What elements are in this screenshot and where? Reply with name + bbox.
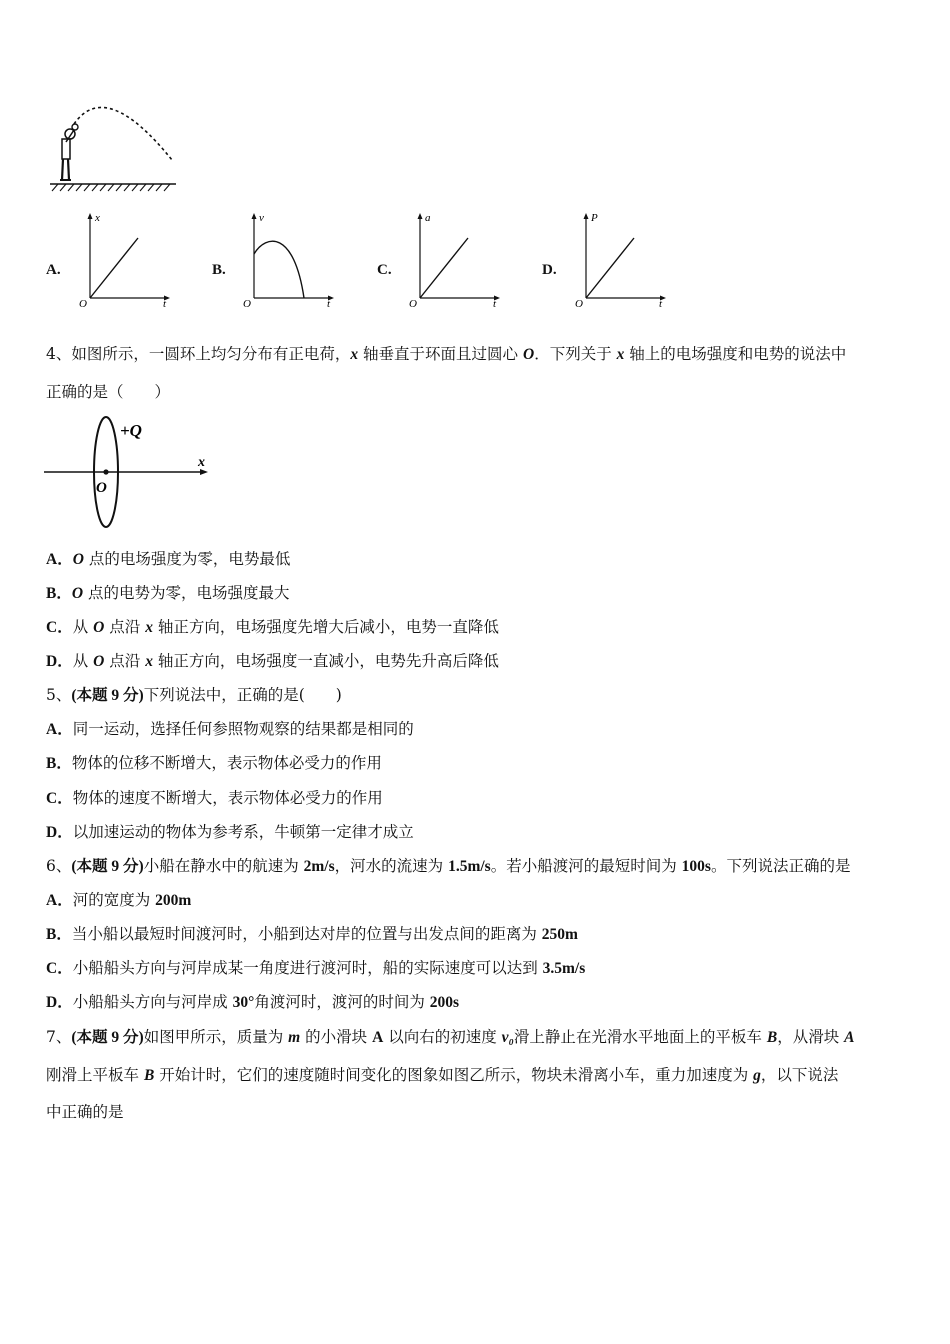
- charge-label: +Q: [120, 421, 142, 440]
- q6-option-d[interactable]: D．小船船头方向与河岸成 30°角渡河时，渡河的时间为 200s: [46, 993, 460, 1011]
- graph-curve: [90, 238, 138, 298]
- axis-x-label: t: [163, 298, 167, 308]
- q4-option-a[interactable]: A．O 点的电场强度为零，电势最低: [46, 550, 291, 568]
- origin-label: O: [409, 298, 417, 308]
- q3-graph-d[interactable]: [572, 208, 672, 308]
- q4-option-c[interactable]: C．从 O 点沿 x 轴正方向，电场强度先增大后减小，电势一直降低: [46, 618, 499, 636]
- ring-figure: [42, 416, 214, 532]
- q5-option-a[interactable]: A．同一运动，选择任何参照物观察的结果都是相同的: [46, 720, 414, 738]
- q6-option-b[interactable]: B．当小船以最短时间渡河时，小船到达对岸的位置与出发点间的距离为 250m: [46, 925, 578, 943]
- q4-stem-line2: 正确的是（ ）: [46, 383, 171, 401]
- axis-y-label: v: [259, 212, 264, 224]
- q6-option-c[interactable]: C．小船船头方向与河岸成某一角度进行渡河时，船的实际速度可以达到 3.5m/s: [46, 959, 586, 977]
- q6-option-a[interactable]: A．河的宽度为 200m: [46, 891, 192, 909]
- axis-label-x: x: [198, 455, 205, 470]
- q4-option-b[interactable]: B．O 点的电势为零，电场强度最大: [46, 584, 290, 602]
- q7-stem-line3: 中正确的是: [46, 1103, 124, 1121]
- graph-curve: [420, 238, 468, 298]
- q7-stem-line1: 7、(本题 9 分)如图甲所示，质量为 m 的小滑块 A 以向右的初速度 v₀滑上静止在光滑水平地面上的平板车 B，从滑块 A: [46, 1028, 855, 1046]
- q6-stem: 6、(本题 9 分)小船在静水中的航速为 2m/s，河水的流速为 1.5m/s。若小船渡河的最短时间为 100s。下列说法正确的是: [46, 857, 851, 875]
- q3-graph-c[interactable]: [406, 208, 506, 308]
- origin-label: O: [243, 298, 251, 308]
- graph-curve: [586, 238, 634, 298]
- q4-stem-line1: 4、如图所示，一圆环上均匀分布有正电荷，x 轴垂直于环面且过圆心 O．下列关于 x 轴上的电场强度和电势的说法中: [46, 345, 847, 363]
- q4-option-d[interactable]: D．从 O 点沿 x 轴正方向，电场强度一直减小，电势先升高后降低: [46, 652, 499, 670]
- center-point: [103, 469, 108, 474]
- q3-option-a-letter[interactable]: A.: [46, 262, 61, 278]
- q5-option-d[interactable]: D．以加速运动的物体为参考系，牛顿第一定律才成立: [46, 823, 414, 841]
- origin-label: O: [79, 298, 87, 308]
- axis-y-label: P: [591, 212, 598, 224]
- axis-y-label: a: [425, 212, 431, 224]
- q3-option-c-letter[interactable]: C.: [377, 262, 392, 278]
- q5-option-b[interactable]: B．物体的位移不断增大，表示物体必受力的作用: [46, 754, 382, 772]
- axis-x-label: t: [659, 298, 663, 308]
- q5-stem: 5、(本题 9 分)下列说法中，正确的是( ): [46, 686, 342, 704]
- axis-x-label: t: [493, 298, 497, 308]
- q3-option-b-letter[interactable]: B.: [212, 262, 226, 278]
- trajectory-dashed: [74, 107, 172, 160]
- q3-option-d-letter[interactable]: D.: [542, 262, 557, 278]
- throw-figure: [44, 94, 180, 192]
- q7-stem-line2: 刚滑上平板车 B 开始计时，它们的速度随时间变化的图象如图乙所示，物块未滑离小车，重力加速度为 g，以下说法: [46, 1066, 839, 1084]
- center-label-o: O: [96, 480, 107, 496]
- axis-y-label: x: [95, 212, 100, 224]
- q3-graph-b[interactable]: [240, 208, 340, 308]
- origin-label: O: [575, 298, 583, 308]
- q3-graph-a[interactable]: [76, 208, 176, 308]
- graph-curve: [254, 241, 304, 298]
- q5-option-c[interactable]: C．物体的速度不断增大，表示物体必受力的作用: [46, 789, 383, 807]
- axis-x-label: t: [327, 298, 331, 308]
